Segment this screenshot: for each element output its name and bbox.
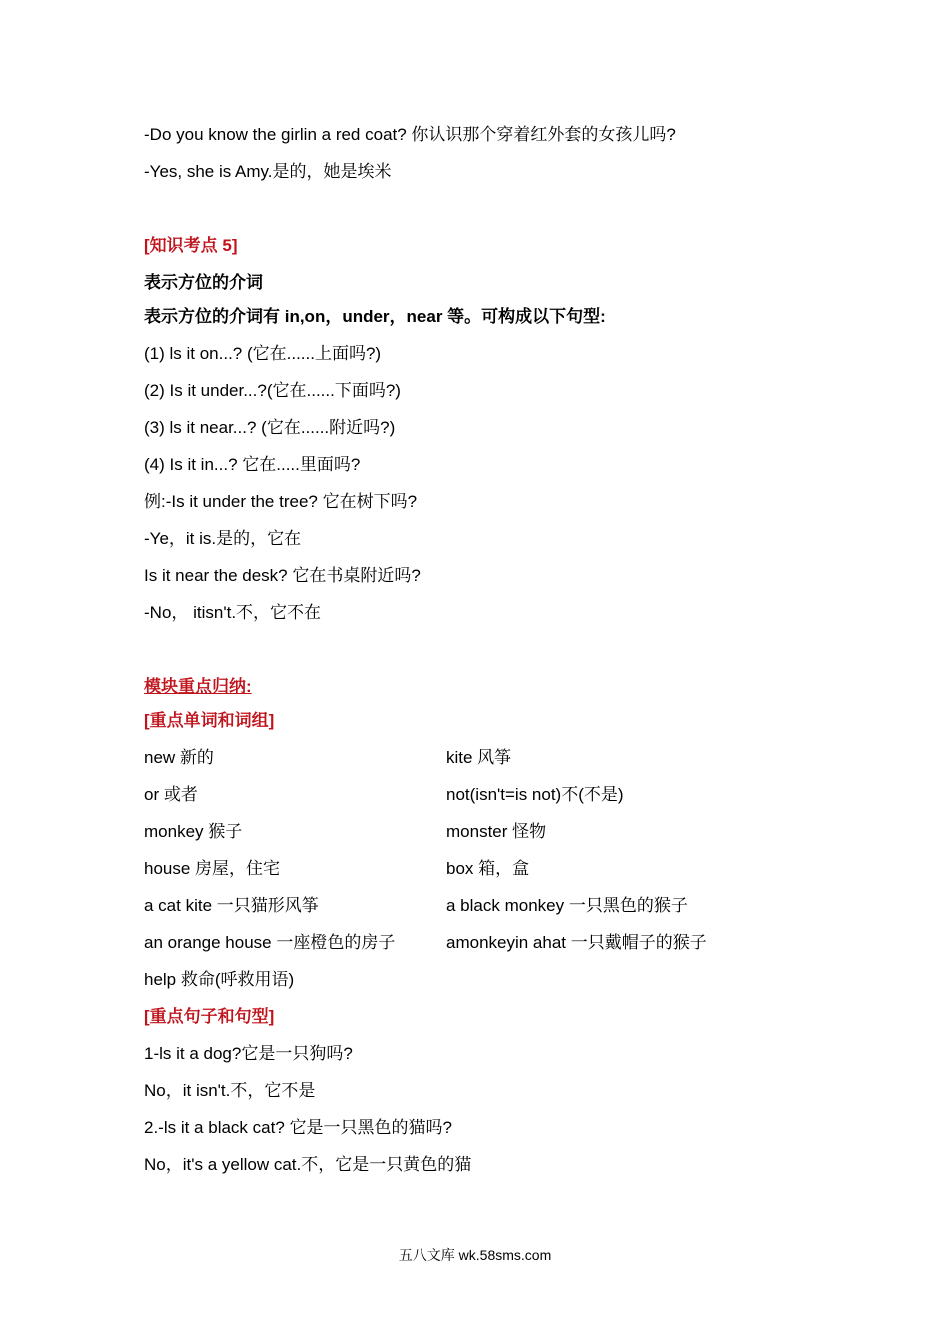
point5-title: 表示方位的介词 [144, 273, 263, 292]
sentence-line-2: No，it isn't.不，它不是 [144, 1081, 316, 1100]
point5-line-4: (4) Is it in...? 它在.....里面吗? [144, 455, 361, 474]
vocab-left: house 房屋，住宅 [144, 859, 281, 878]
point5-line-2: (2) Is it under...?(它在......下面吗?) [144, 381, 401, 400]
point5-line-6: -Ye，it is.是的，它在 [144, 529, 302, 548]
vocab-right: kite 风筝 [446, 748, 512, 767]
vocab-left: or 或者 [144, 785, 198, 804]
vocab-row [144, 932, 844, 954]
vocab-row [144, 858, 844, 880]
point5-line-8: -No， itisn't.不，它不在 [144, 603, 322, 622]
sentence-line-1: 1-ls it a dog?它是一只狗吗? [144, 1044, 353, 1063]
point5-line-1: (1) ls it on...? (它在......上面吗?) [144, 344, 382, 363]
vocab-left: a cat kite 一只猫形风筝 [144, 896, 319, 915]
vocab-row [144, 784, 844, 806]
vocab-row [144, 747, 844, 769]
point5-subtitle: 表示方位的介词有 in,on，under，near 等。可构成以下句型: [144, 307, 606, 326]
vocab-row [144, 821, 844, 843]
document-page [144, 124, 844, 1191]
vocab-left: new 新的 [144, 748, 214, 767]
vocab-row [144, 895, 844, 917]
vocab-row [144, 969, 844, 991]
intro-line-1: -Do you know the girlin a red coat? 你认识那个穿着红外套的女孩儿吗? [144, 125, 676, 144]
vocab-right: amonkeyin ahat 一只戴帽子的猴子 [446, 933, 707, 952]
vocab-heading: [重点单词和词组] [144, 711, 275, 730]
summary-heading: 模块重点归纳: [144, 677, 252, 696]
vocab-right: a black monkey 一只黑色的猴子 [446, 896, 688, 915]
vocab-left: an orange house 一座橙色的房子 [144, 933, 396, 952]
page-footer: 五八文库 wk.58sms.com [398, 1247, 552, 1263]
sentence-line-4: No，it's a yellow cat.不，它是一只黄色的猫 [144, 1155, 472, 1174]
vocab-left: help 救命(呼救用语) [144, 970, 295, 989]
point5-line-5: 例:-Is it under the tree? 它在树下吗? [144, 492, 418, 511]
sentence-line-3: 2.-ls it a black cat? 它是一只黑色的猫吗? [144, 1118, 452, 1137]
vocab-right: monster 怪物 [446, 822, 547, 841]
vocab-right [446, 969, 844, 991]
vocab-left: monkey 猴子 [144, 822, 243, 841]
vocab-right: box 箱，盒 [446, 859, 530, 878]
vocab-right: not(isn't=is not)不(不是) [446, 785, 624, 804]
point5-line-7: Is it near the desk? 它在书桌附近吗? [144, 566, 421, 585]
intro-line-2: -Yes, she is Amy.是的，她是埃米 [144, 162, 392, 181]
point5-line-3: (3) ls it near...? (它在......附近吗?) [144, 418, 396, 437]
sentence-heading: [重点句子和句型] [144, 1007, 275, 1026]
point5-heading: [知识考点 5] [144, 236, 238, 255]
